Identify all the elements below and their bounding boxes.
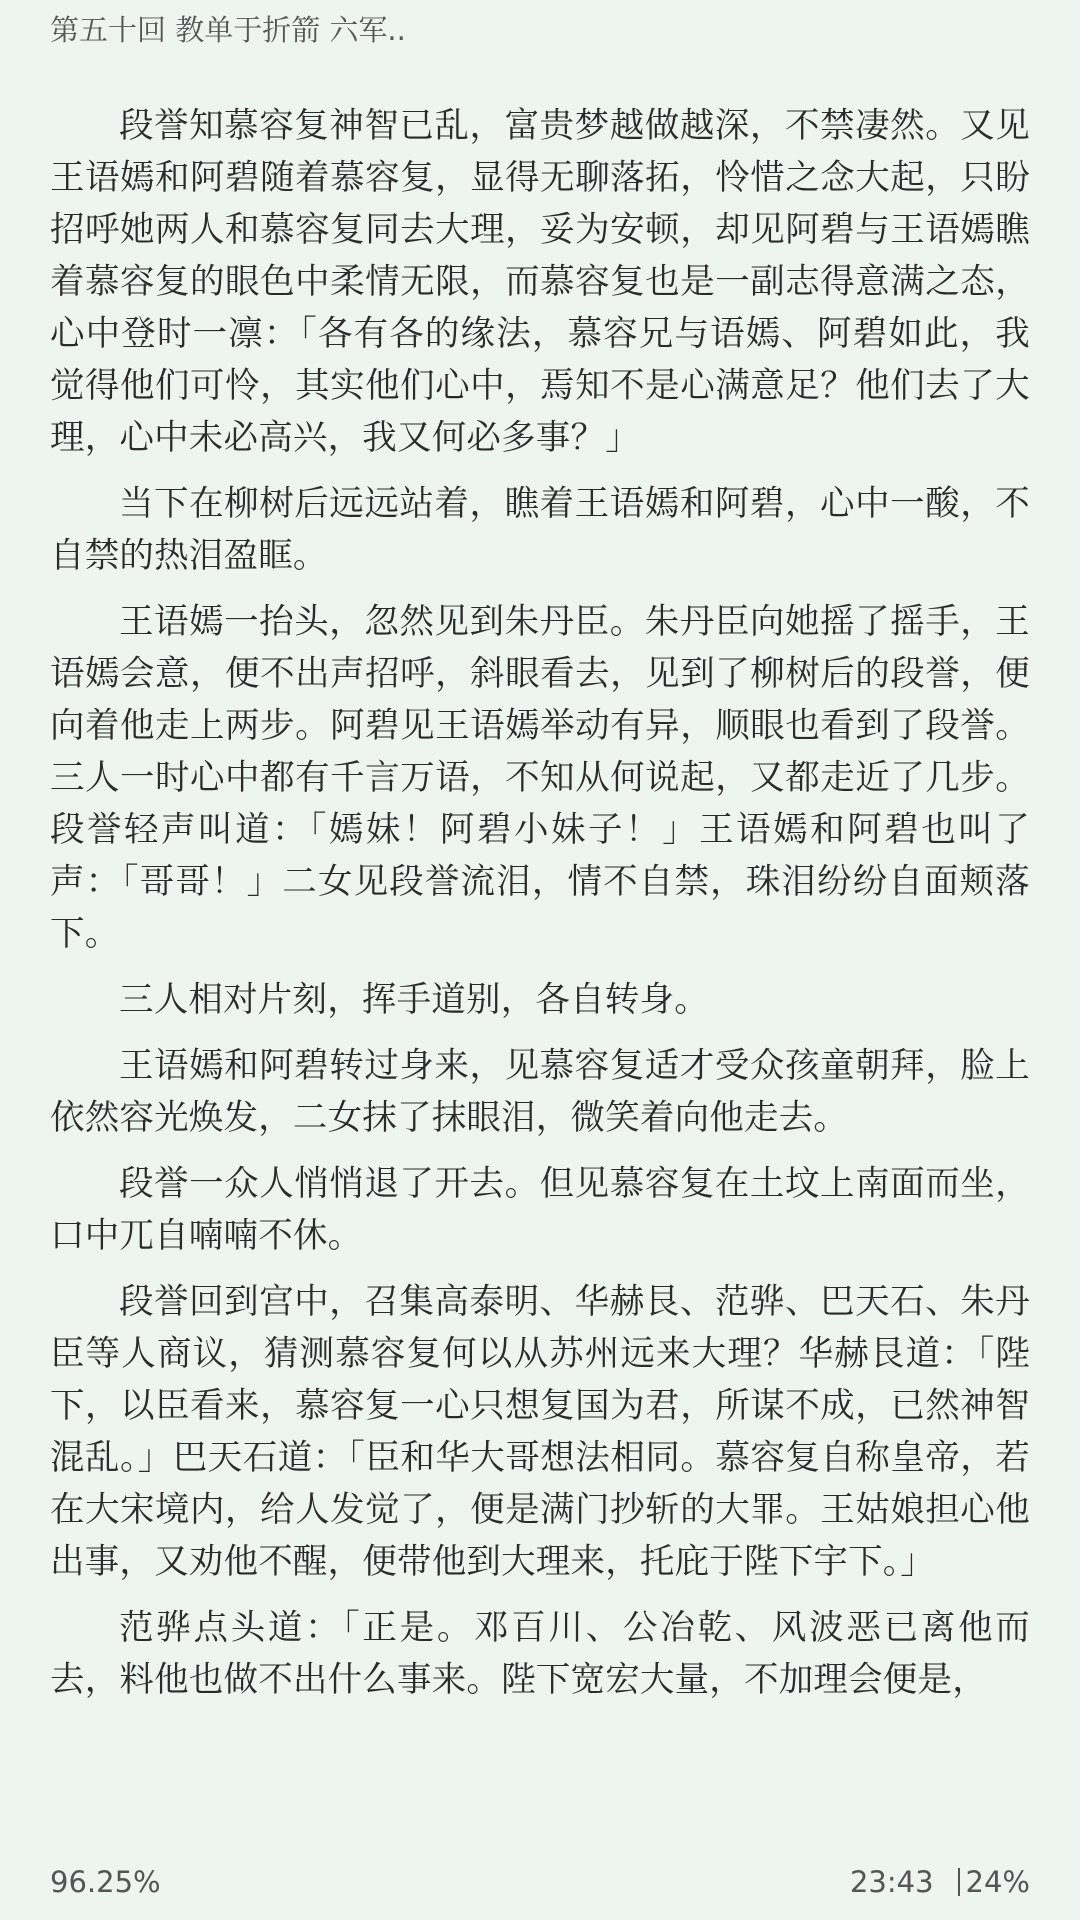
battery-icon bbox=[958, 1868, 960, 1896]
battery-level: 24% bbox=[965, 1865, 1030, 1899]
reading-area[interactable] bbox=[50, 100, 1030, 1750]
paragraph: 范骅点头道：「正是。邓百川、公冶乾、风波恶已离他而去，料他也做不出什么事来。陛下宽宏大量，不加理会便是， bbox=[50, 1608, 1030, 1700]
paragraph: 王语嫣一抬头，忽然见到朱丹臣。朱丹臣向她摇了摇手，王语嫣会意，便不出声招呼，斜眼看去，见到了柳树后的段誉，便向着他走上两步。阿碧见王语嫣举动有异，顺眼也看到了段誉。三人一时心中都有千言万语，不知从何说起，又都走近了几步。段誉轻声叫道：「嫣妹！阿碧小妹子！」王语嫣和阿碧也叫了声：「哥哥！」二女见段誉流泪，情不自禁，珠泪纷纷自面颊落下。 bbox=[50, 602, 1030, 954]
footer-right-group bbox=[850, 1865, 1030, 1899]
status-footer bbox=[50, 1844, 1030, 1920]
battery-indicator bbox=[958, 1865, 1030, 1899]
reading-progress: 96.25% bbox=[50, 1865, 161, 1899]
paragraph: 段誉回到宫中，召集高泰明、华赫艮、范骅、巴天石、朱丹臣等人商议，猜测慕容复何以从苏州远来大理？华赫艮道：「陛下，以臣看来，慕容复一心只想复国为君，所谋不成，已然神智混乱。」巴天石道：「臣和华大哥想法相同。慕容复自称皇帝，若在大宋境内，给人发觉了，便是满门抄斩的大罪。王姑娘担心他出事，又劝他不醒，便带他到大理来，托庇于陛下宇下。」 bbox=[50, 1282, 1030, 1582]
paragraph: 王语嫣和阿碧转过身来，见慕容复适才受众孩童朝拜，脸上依然容光焕发，二女抹了抹眼泪，微笑着向他走去。 bbox=[50, 1046, 1030, 1138]
paragraph: 段誉一众人悄悄退了开去。但见慕容复在土坟上南面而坐，口中兀自喃喃不休。 bbox=[50, 1164, 1030, 1256]
paragraph: 三人相对片刻，挥手道别，各自转身。 bbox=[119, 980, 709, 1020]
paragraph: 当下在柳树后远远站着，瞧着王语嫣和阿碧，心中一酸，不自禁的热泪盈眶。 bbox=[50, 484, 1030, 576]
paragraph: 段誉知慕容复神智已乱，富贵梦越做越深，不禁凄然。又见王语嫣和阿碧随着慕容复，显得无聊落拓，怜惜之念大起，只盼招呼她两人和慕容复同去大理，妥为安顿，却见阿碧与王语嫣瞧着慕容复的眼色中柔情无限，而慕容复也是一副志得意满之态，心中登时一凛：「各有各的缘法，慕容兄与语嫣、阿碧如此，我觉得他们可怜，其实他们心中，焉知不是心满意足？他们去了大理，心中未必高兴，我又何必多事？」 bbox=[50, 106, 1030, 458]
chapter-title: 第五十回 教单于折箭 六军.. bbox=[50, 13, 406, 47]
clock-time: 23:43 bbox=[849, 1865, 934, 1899]
